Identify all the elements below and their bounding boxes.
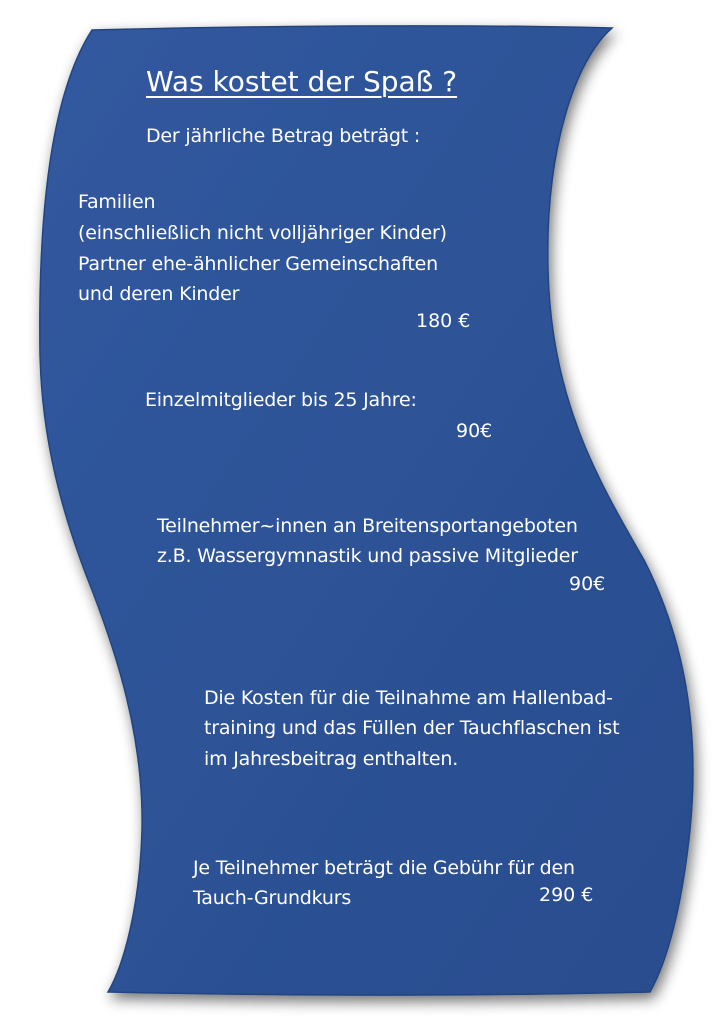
course-line-2: Tauch-Grundkurs [193, 887, 352, 909]
course-price: 290 € [539, 884, 594, 906]
single-members-label: Einzelmitglieder bis 25 Jahre: [145, 389, 417, 411]
families-line-1: Familien [78, 191, 156, 213]
families-line-3: Partner ehe-ähnlicher Gemeinschaften [78, 253, 438, 275]
page-title: Was kostet der Spaß ? [146, 65, 458, 98]
participants-line-2: z.B. Wassergymnastik und passive Mitglieder [157, 545, 578, 567]
costs-note-line-1: Die Kosten für die Teilnahme am Hallenbad- [204, 687, 613, 709]
course-line-1: Je Teilnehmer beträgt die Gebühr für den [193, 857, 575, 879]
costs-note-line-3: im Jahresbeitrag enthalten. [204, 748, 459, 770]
costs-note-line-2: training und das Füllen der Tauchflaschen ist [204, 717, 620, 739]
families-line-2: (einschließlich nicht volljähriger Kinder) [78, 222, 447, 244]
families-line-4: und deren Kinder [78, 283, 240, 305]
single-members-price: 90€ [456, 420, 493, 442]
participants-line-1: Teilnehmer~innen an Breitensportangeboten [157, 515, 578, 537]
intro-text: Der jährliche Betrag beträgt : [146, 125, 421, 147]
families-price: 180 € [416, 310, 471, 332]
participants-price: 90€ [569, 573, 606, 595]
